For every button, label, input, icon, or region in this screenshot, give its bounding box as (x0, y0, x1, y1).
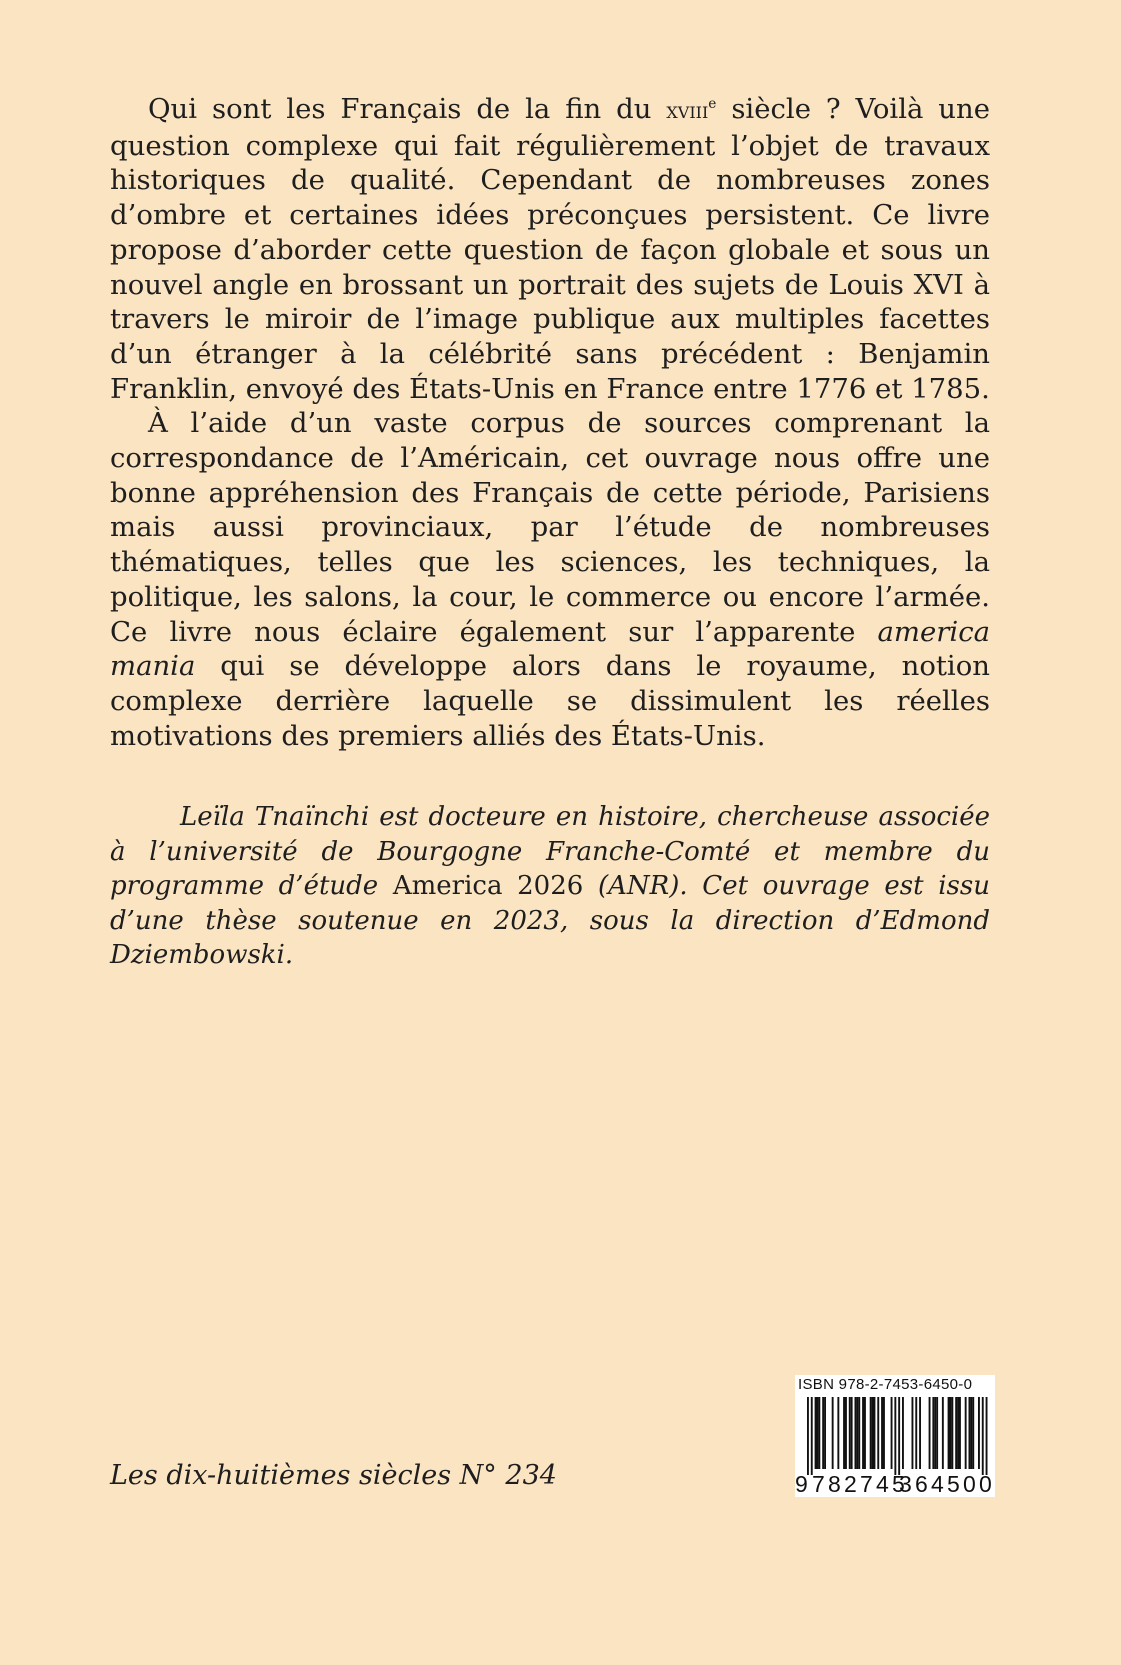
barcode-bar (881, 1397, 883, 1469)
barcode-bar (902, 1397, 904, 1469)
author-note-part1: Leïla Tnaïnchi est docteure en histoire, chercheuse associée à l’université de Bourgogne Franche-Comté et membre du programme d’étude (110, 802, 990, 901)
author-note (110, 800, 990, 973)
barcode-bar (855, 1397, 857, 1469)
barcode-bar (849, 1397, 851, 1469)
barcode-bar (978, 1397, 980, 1469)
ean-right-group: 364500 (899, 1471, 995, 1497)
blurb-p2-after: qui se développe alors dans le royaume, notion complexe derrière laquelle se dissimulent les réelles motivations des premiers alliés des États-Unis. (110, 650, 990, 752)
barcode-bars (795, 1397, 995, 1475)
barcode-bar (811, 1397, 813, 1475)
barcode-bar (817, 1397, 819, 1469)
barcode-bar (858, 1397, 860, 1469)
barcode-bar (837, 1397, 839, 1469)
barcode-bar (965, 1397, 967, 1469)
barcode-bar (955, 1397, 957, 1469)
blurb-p1-intro: Qui sont les Français de la fin du (148, 93, 667, 125)
ean-left-group: 782745 (812, 1471, 908, 1497)
barcode-bar (951, 1397, 953, 1469)
blurb-p1-rest: siècle ? Voilà une question complexe qui fait régulièrement l’objet de travaux historiques de qualité. Cependant de nombreuses zones d’ombre et certaines idées préconçues persistent. Ce livre propose d’aborder cette question de façon globale et sous un nouvel angle en brossant un portrait des sujets de Louis XVI à travers le miroir de l’image publique aux multiples facettes d’un étranger à la célébrité sans précédent : Benjamin Franklin, envoyé des États-Unis en France entre 1776 et 1785. (110, 93, 991, 405)
back-cover-blurb (110, 92, 990, 753)
barcode-bar (915, 1397, 917, 1469)
blurb-p2-before: À l’aide d’un vaste corpus de sources comprenant la correspondance de l’Américain, cet ouvrage nous offre une bonne appréhension des Français de cette période, Parisiens mais aussi provinciaux, par l’étude de nombreuses thématiques, telles que les sciences, les techniques, la politique, les salons, la cour, le commerce ou encore l’armée. Ce livre nous éclaire également sur l’apparente (110, 407, 990, 648)
barcode-bar (932, 1397, 934, 1469)
barcode-bar (912, 1397, 914, 1469)
barcode-bar (822, 1397, 824, 1469)
barcode-bar (807, 1397, 809, 1475)
barcode-bar (818, 1397, 820, 1469)
blurb-p2-italic: america mania (110, 615, 990, 683)
ean-digits (795, 1471, 995, 1497)
barcode-bar (824, 1397, 826, 1469)
series-title: Les dix-huitièmes siècles N° 234 (110, 1460, 557, 1491)
barcode-bar (986, 1397, 988, 1475)
barcode-bar (845, 1397, 847, 1469)
barcode-bar (948, 1397, 950, 1469)
barcode-bar (936, 1397, 938, 1469)
blurb-paragraph-1 (110, 92, 990, 406)
isbn-label: ISBN 978-2-7453-6450-0 (798, 1376, 973, 1393)
barcode-bar (957, 1397, 959, 1469)
ean-first-digit: 9 (795, 1471, 808, 1497)
author-note-program: America 2026 (392, 871, 584, 901)
barcode-bar (919, 1397, 921, 1469)
barcode-bar (891, 1397, 893, 1469)
barcode-bar (959, 1397, 961, 1469)
barcode-bar (877, 1397, 879, 1469)
barcode-bar (972, 1397, 974, 1469)
barcode-bar (843, 1397, 845, 1469)
barcode-bar (942, 1397, 944, 1469)
barcode-bar (929, 1397, 931, 1469)
barcode-bar (862, 1397, 864, 1469)
barcode-bar (832, 1397, 834, 1469)
century-superscript: e (708, 95, 717, 112)
barcode-bar (934, 1397, 936, 1469)
barcode-bar (898, 1397, 900, 1475)
barcode-bar (894, 1397, 896, 1475)
barcode-bar (872, 1397, 874, 1469)
barcode-bar (864, 1397, 866, 1469)
barcode-bar (950, 1397, 952, 1469)
barcode-bar (870, 1397, 872, 1469)
century-numeral: xviii (666, 98, 709, 124)
barcode-bar (815, 1397, 817, 1469)
barcode-bar (969, 1397, 971, 1469)
barcode-bar (874, 1397, 876, 1469)
barcode-bar (982, 1397, 984, 1475)
barcode-bar (970, 1397, 972, 1469)
barcode-bar (856, 1397, 858, 1469)
blurb-paragraph-2 (110, 406, 990, 753)
author-note-part2: (ANR). Cet ouvrage est issu d’une thèse soutenue en 2023, sous la direction d’Edmond Dziembowski. (110, 871, 990, 970)
isbn-barcode (795, 1375, 995, 1497)
barcode-bar (883, 1397, 885, 1469)
barcode-bar (851, 1397, 853, 1469)
